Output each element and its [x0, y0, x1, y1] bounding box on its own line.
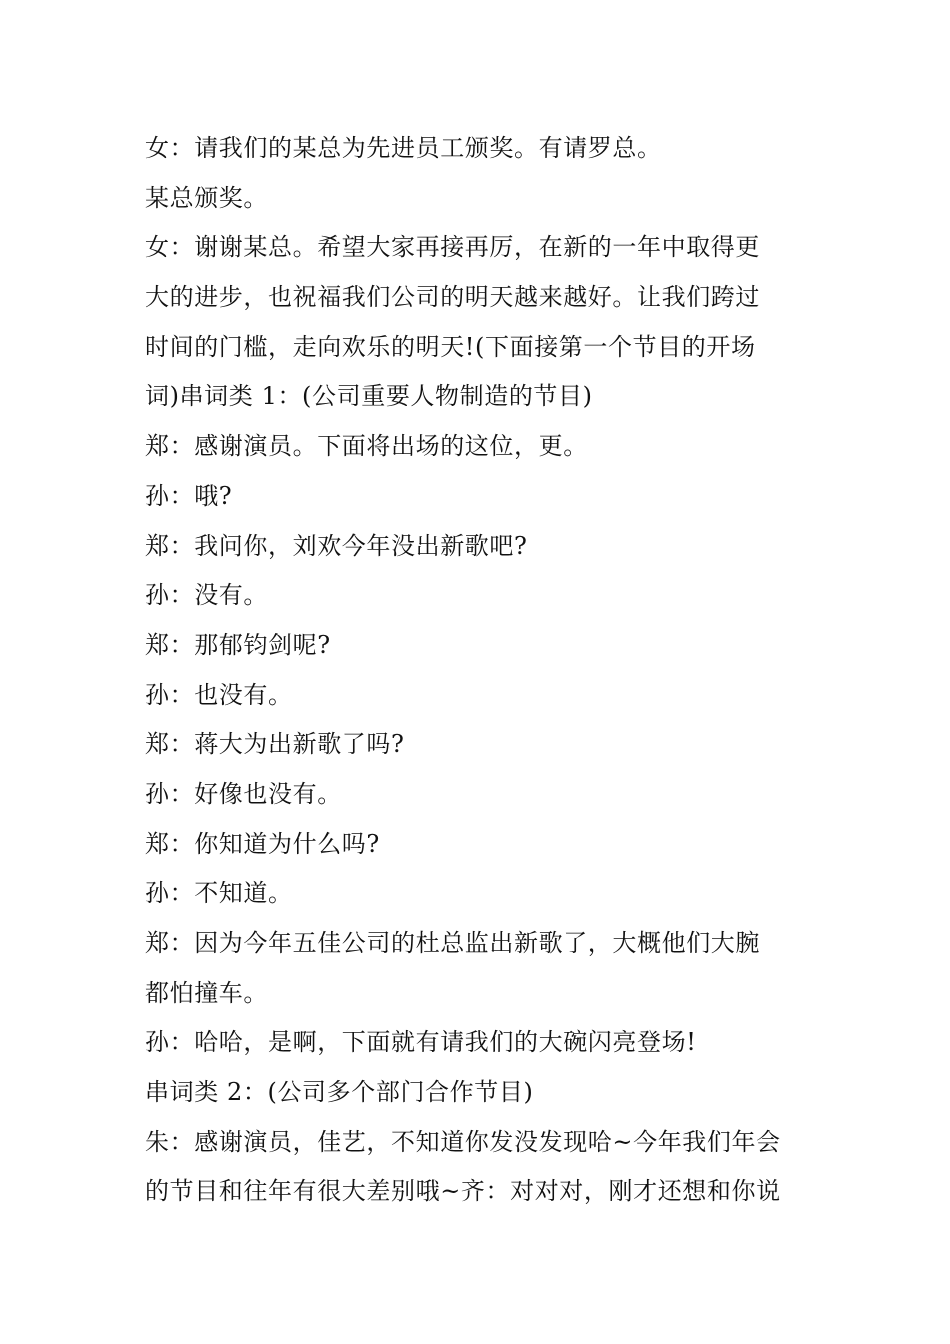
text-line: 郑：因为今年五佳公司的杜总监出新歌了，大概他们大腕	[145, 929, 760, 957]
text-line: 女：请我们的某总为先进员工颁奖。有请罗总。	[145, 134, 662, 162]
text-line: 大的进步，也祝福我们公司的明天越来越好。让我们跨过	[145, 283, 760, 312]
text-line: 孙：好像也没有。	[145, 779, 342, 808]
text-line: 郑：我问你，刘欢今年没出新歌吧?	[145, 531, 528, 560]
text-line: 某总颁奖。	[145, 183, 268, 212]
document-body	[145, 124, 815, 1217]
text-line: 孙：不知道。	[145, 879, 293, 908]
text-line: 串词类 2：(公司多个部门合作节目)	[145, 1078, 534, 1107]
text-line: 孙：哈哈，是啊，下面就有请我们的大碗闪亮登场!	[145, 1028, 697, 1057]
text-line: 郑：那郁钧剑呢?	[145, 630, 331, 659]
text-line: 孙：也没有。	[145, 680, 293, 709]
text-line: 郑：感谢演员。下面将出场的这位，更。	[145, 432, 588, 461]
text-line: 郑：你知道为什么吗?	[145, 829, 380, 858]
text-line: 郑：蒋大为出新歌了吗?	[145, 730, 405, 759]
text-line: 孙：没有。	[145, 581, 268, 610]
text-line: 都怕撞车。	[145, 978, 268, 1007]
text-line: 词)串词类 1：(公司重要人物制造的节目)	[145, 382, 593, 411]
text-line: 孙：哦?	[145, 481, 233, 510]
text-line: 的节目和往年有很大差别哦~齐：对对对，刚才还想和你说	[145, 1177, 781, 1206]
text-line: 女：谢谢某总。希望大家再接再厉，在新的一年中取得更	[145, 233, 760, 262]
text-line: 朱：感谢演员，佳艺，不知道你发没发现哈~今年我们年会	[145, 1127, 781, 1156]
text-line: 时间的门槛，走向欢乐的明天!(下面接第一个节目的开场	[145, 332, 756, 361]
